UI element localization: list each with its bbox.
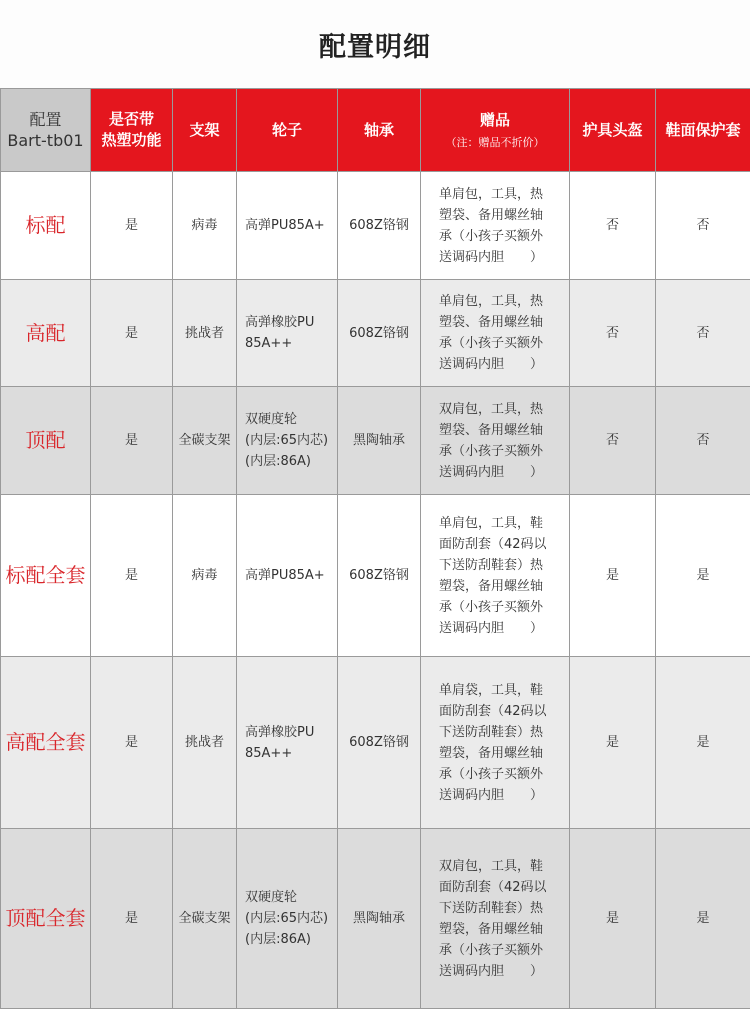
heat-cell: 是: [91, 829, 173, 1009]
frame-cell: 全碳支架: [173, 387, 237, 495]
bearing-cell: 黑陶轴承: [338, 829, 421, 1009]
shoe-cover-cell: 是: [656, 829, 750, 1009]
shoe-cover-cell: 否: [656, 280, 750, 387]
wheel-cell: [237, 829, 338, 1009]
config-table: [0, 88, 750, 1009]
config-name: 顶配全套: [1, 829, 91, 1009]
header-gift-note: （注：赠品不折价）: [421, 135, 569, 151]
frame-cell: 病毒: [173, 495, 237, 657]
config-name: 顶配: [1, 387, 91, 495]
gift-cell-line: 承（小孩子买额外: [439, 441, 559, 462]
gift-cell-line: 塑袋，备用螺丝轴: [439, 576, 559, 597]
header-row: [1, 89, 750, 172]
heat-cell: 是: [91, 172, 173, 280]
wheel-cell-line: 高弹PU85A+: [245, 215, 337, 236]
gift-cell-line: 单肩包，工具，热: [439, 291, 559, 312]
bearing-cell: 黑陶轴承: [338, 387, 421, 495]
gear-cell: 是: [570, 829, 656, 1009]
gear-cell: 是: [570, 495, 656, 657]
shoe-cover-cell: 否: [656, 172, 750, 280]
config-name: 标配: [1, 172, 91, 280]
gift-cell-line: 承（小孩子买额外: [439, 764, 559, 785]
gift-cell: [421, 387, 570, 495]
gift-cell-line: 承（小孩子买额外: [439, 333, 559, 354]
heat-cell: 是: [91, 280, 173, 387]
config-name: 高配: [1, 280, 91, 387]
header-gift: [421, 89, 570, 172]
gift-cell: [421, 280, 570, 387]
gift-cell-line: 送调码内胆 ）: [439, 618, 559, 639]
gift-cell-line: 塑袋、备用螺丝轴: [439, 205, 559, 226]
wheel-cell-line: 高弹橡胶PU: [245, 312, 337, 333]
gift-cell-line: 面防刮套（42码以: [439, 534, 559, 555]
header-gift-label: 赠品: [421, 110, 569, 131]
wheel-cell-line: (内层:86A): [245, 929, 337, 950]
table-row: [1, 172, 750, 280]
header-gear: 护具头盔: [570, 89, 656, 172]
header-bearing: 轴承: [338, 89, 421, 172]
wheel-cell-line: (内层:86A): [245, 451, 337, 472]
gift-cell-line: 送调码内胆 ）: [439, 961, 559, 982]
gift-cell-line: 送调码内胆 ）: [439, 785, 559, 806]
gift-cell-line: 承（小孩子买额外: [439, 226, 559, 247]
gear-cell: 否: [570, 172, 656, 280]
wheel-cell-line: 双硬度轮: [245, 409, 337, 430]
gift-cell-line: 塑袋、备用螺丝轴: [439, 420, 559, 441]
bearing-cell: 608Z铬钢: [338, 657, 421, 829]
gift-cell-line: 塑袋、备用螺丝轴: [439, 312, 559, 333]
table-row: [1, 495, 750, 657]
gear-cell: 否: [570, 387, 656, 495]
gift-cell-line: 承（小孩子买额外: [439, 940, 559, 961]
header-shoe-cover: 鞋面保护套: [656, 89, 750, 172]
page-title: 配置明细: [319, 25, 431, 64]
title-bar: [0, 0, 750, 88]
gift-cell-line: 面防刮套（42码以: [439, 877, 559, 898]
heat-cell: 是: [91, 657, 173, 829]
wheel-cell: [237, 387, 338, 495]
gift-cell-line: 承（小孩子买额外: [439, 597, 559, 618]
frame-cell: 全碳支架: [173, 829, 237, 1009]
gift-cell: [421, 829, 570, 1009]
gift-cell: [421, 172, 570, 280]
gift-cell-line: 双肩包，工具，热: [439, 399, 559, 420]
wheel-cell-line: 高弹橡胶PU: [245, 722, 337, 743]
wheel-cell-line: 85A++: [245, 333, 337, 354]
gift-cell-line: 单肩包，工具，热: [439, 184, 559, 205]
gift-cell: [421, 495, 570, 657]
gear-cell: 否: [570, 280, 656, 387]
shoe-cover-cell: 是: [656, 657, 750, 829]
bearing-cell: 608Z铬钢: [338, 280, 421, 387]
wheel-cell: [237, 495, 338, 657]
gift-cell-line: 送调码内胆 ）: [439, 462, 559, 483]
shoe-cover-cell: 否: [656, 387, 750, 495]
wheel-cell-line: (内层:65内芯): [245, 908, 337, 929]
table-row: [1, 829, 750, 1009]
wheel-cell-line: 高弹PU85A+: [245, 565, 337, 586]
bearing-cell: 608Z铬钢: [338, 172, 421, 280]
gift-cell-line: 面防刮套（42码以: [439, 701, 559, 722]
gift-cell-line: 塑袋，备用螺丝轴: [439, 743, 559, 764]
wheel-cell-line: (内层:65内芯): [245, 430, 337, 451]
header-heat-line1: 是否带: [91, 109, 172, 130]
heat-cell: 是: [91, 495, 173, 657]
wheel-cell-line: 85A++: [245, 743, 337, 764]
wheel-cell: [237, 280, 338, 387]
gift-cell-line: 双肩包，工具，鞋: [439, 856, 559, 877]
header-heat: [91, 89, 173, 172]
frame-cell: 挑战者: [173, 657, 237, 829]
table-row: [1, 657, 750, 829]
gift-cell-line: 下送防刮鞋套）热: [439, 722, 559, 743]
gear-cell: 是: [570, 657, 656, 829]
header-config-model: Bart-tb01: [1, 130, 90, 151]
shoe-cover-cell: 是: [656, 495, 750, 657]
header-wheel: 轮子: [237, 89, 338, 172]
gift-cell: [421, 657, 570, 829]
frame-cell: 病毒: [173, 172, 237, 280]
gift-cell-line: 单肩包，工具，鞋: [439, 513, 559, 534]
gift-cell-line: 塑袋，备用螺丝轴: [439, 919, 559, 940]
bearing-cell: 608Z铬钢: [338, 495, 421, 657]
table-row: [1, 387, 750, 495]
heat-cell: 是: [91, 387, 173, 495]
header-config: [1, 89, 91, 172]
gift-cell-line: 下送防刮鞋套）热: [439, 898, 559, 919]
header-frame: 支架: [173, 89, 237, 172]
wheel-cell-line: 双硬度轮: [245, 887, 337, 908]
gift-cell-line: 单肩袋，工具，鞋: [439, 680, 559, 701]
frame-cell: 挑战者: [173, 280, 237, 387]
config-name: 标配全套: [1, 495, 91, 657]
header-heat-line2: 热塑功能: [91, 130, 172, 151]
wheel-cell: [237, 172, 338, 280]
config-name: 高配全套: [1, 657, 91, 829]
header-config-label: 配置: [1, 109, 90, 130]
gift-cell-line: 下送防刮鞋套）热: [439, 555, 559, 576]
table-row: [1, 280, 750, 387]
gift-cell-line: 送调码内胆 ）: [439, 247, 559, 268]
gift-cell-line: 送调码内胆 ）: [439, 354, 559, 375]
wheel-cell: [237, 657, 338, 829]
